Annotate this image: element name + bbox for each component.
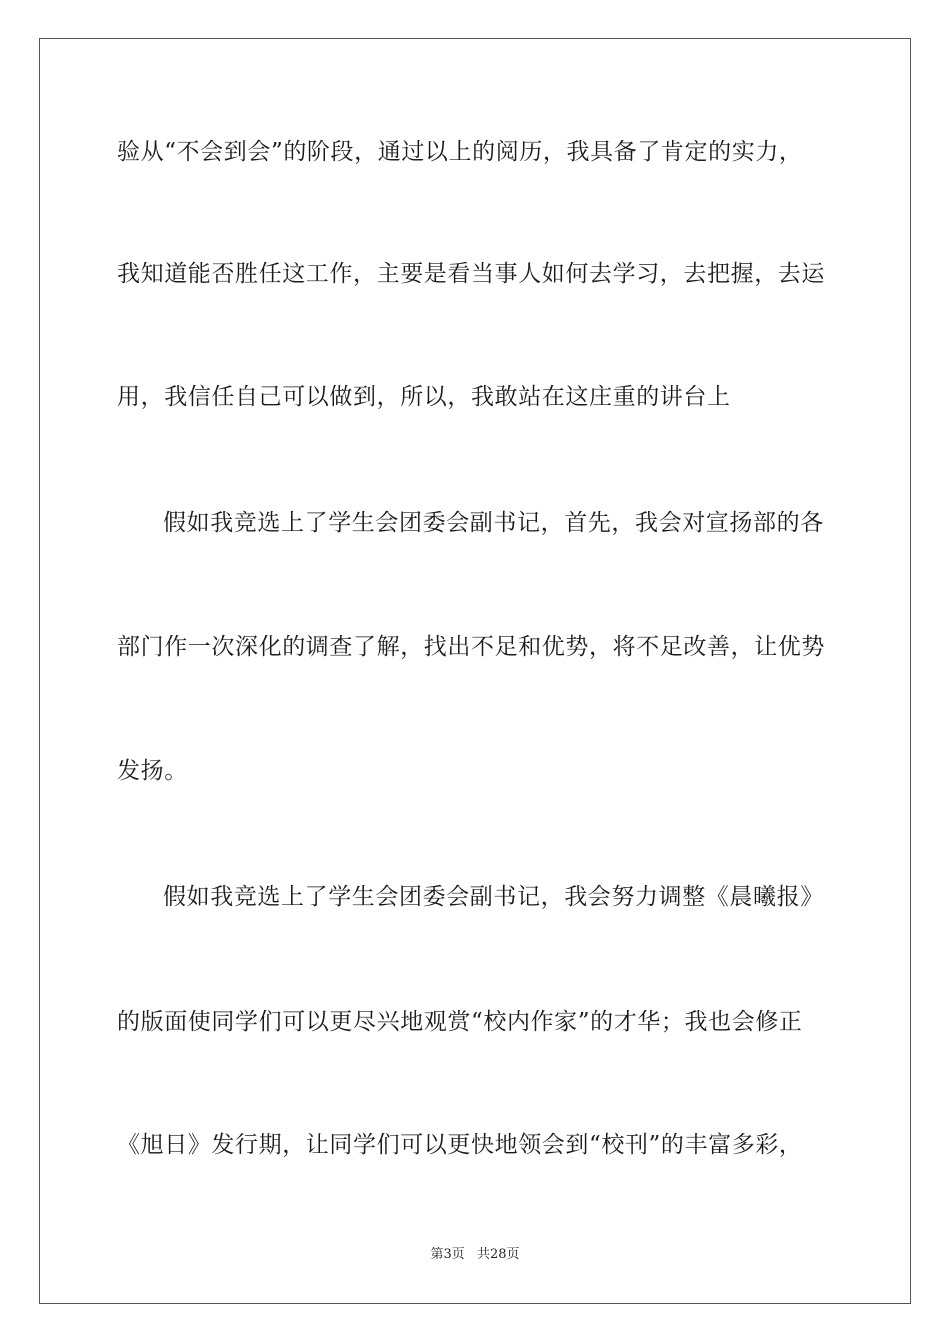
body-line-5: 部门作一次深化的调查了解，找出不足和优势，将不足改善，让优势 (117, 634, 825, 660)
body-line-8: 的版面使同学们可以更尽兴地观赏“校内作家”的才华；我也会修正 (117, 1009, 803, 1035)
body-line-2: 我知道能否胜任这工作，主要是看当事人如何去学习，去把握，去运 (117, 261, 825, 287)
page-footer (0, 1246, 950, 1264)
page-border (39, 38, 911, 1304)
page-number: 第3页 (430, 1247, 465, 1262)
body-line-9: 《旭日》发行期，让同学们可以更快地领会到“校刊”的丰富多彩， (117, 1132, 803, 1158)
total-pages: 共28页 (476, 1247, 520, 1262)
body-line-3: 用，我信任自己可以做到，所以，我敢站在这庄重的讲台上 (117, 384, 731, 410)
body-line-4: 假如我竞选上了学生会团委会副书记，首先，我会对宣扬部的各 (163, 510, 824, 536)
body-line-1: 验从“不会到会”的阶段，通过以上的阅历，我具备了肯定的实力， (117, 139, 803, 165)
body-line-6: 发扬。 (117, 758, 188, 784)
body-line-7: 假如我竞选上了学生会团委会副书记，我会努力调整《晨曦报》 (163, 884, 824, 910)
